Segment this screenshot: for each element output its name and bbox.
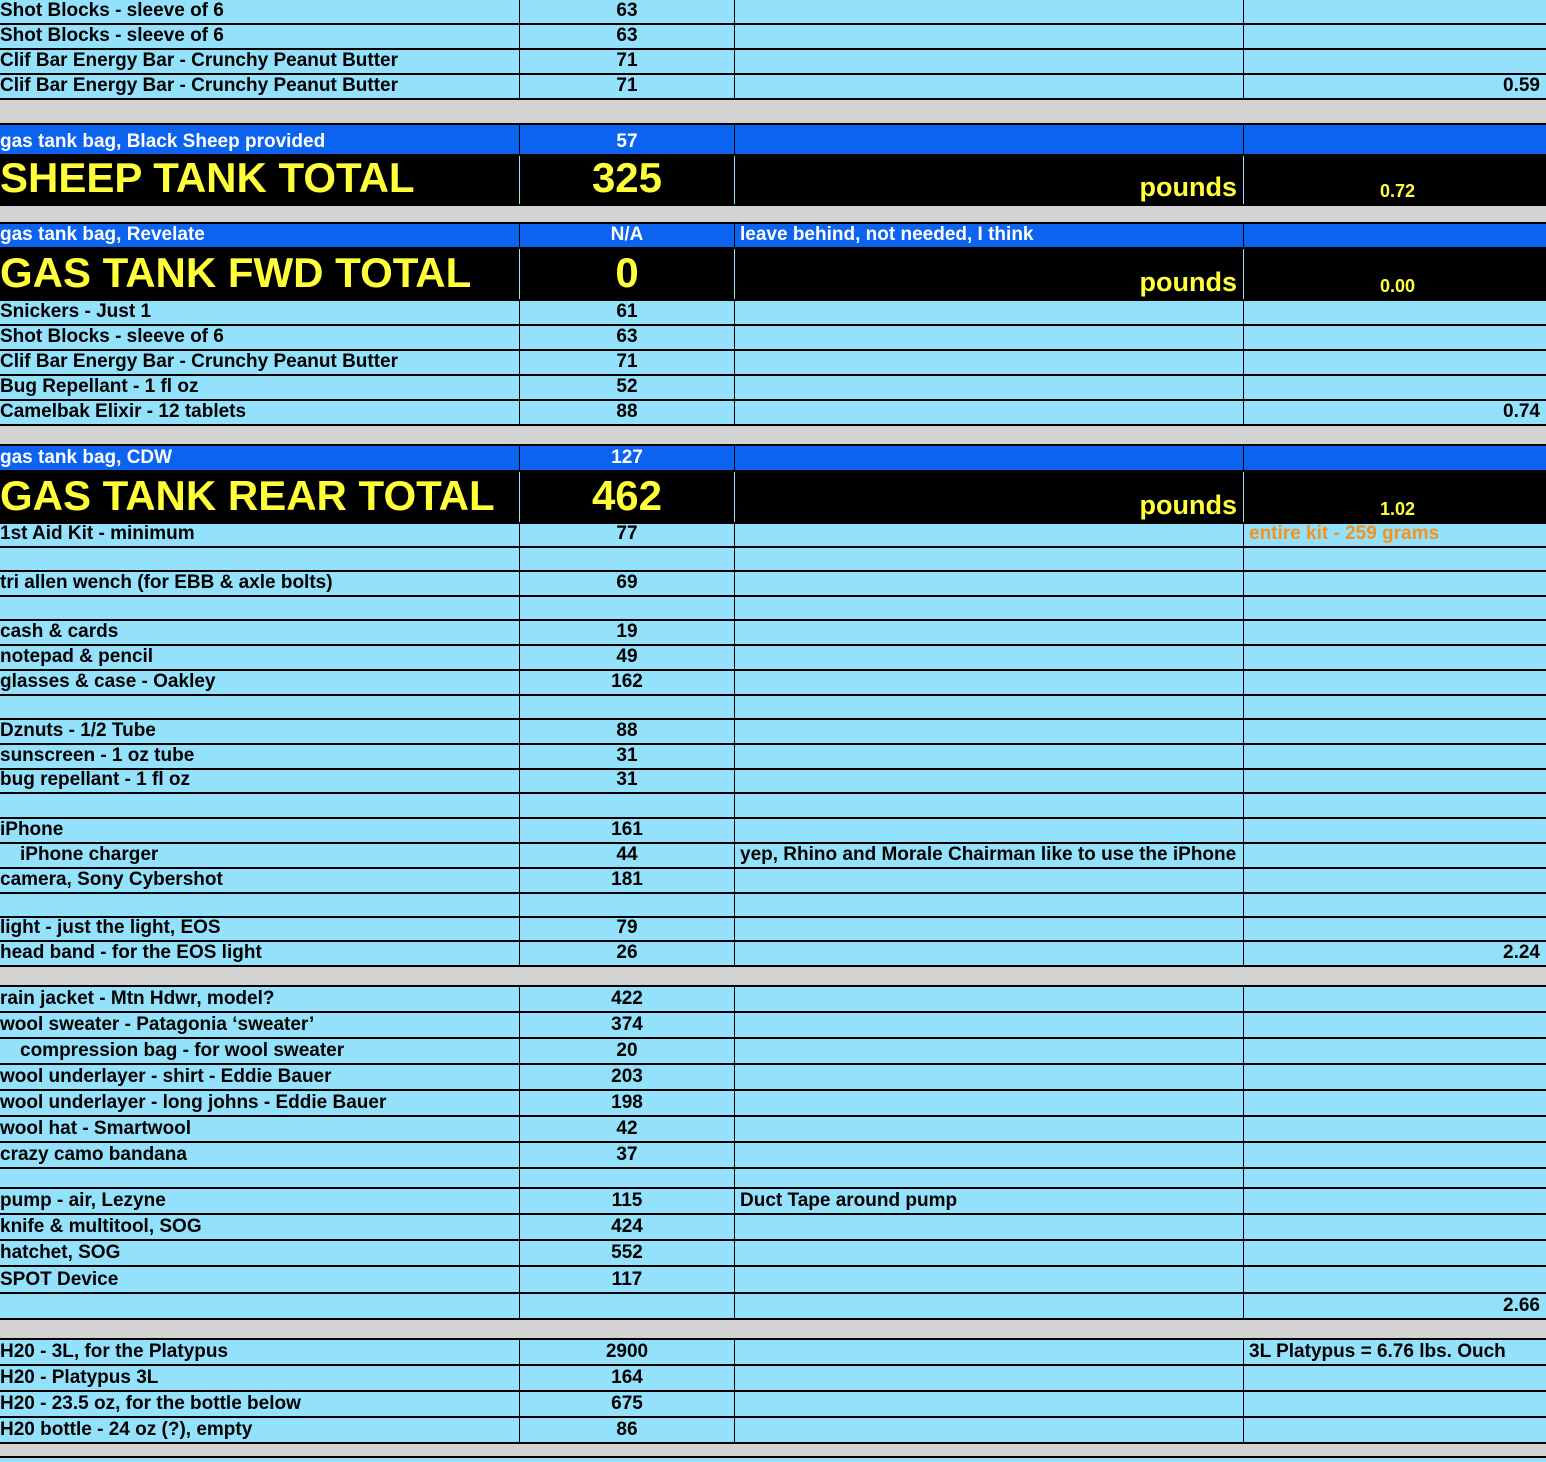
grams-cell[interactable]: 117 xyxy=(520,1267,735,1292)
item-name-cell[interactable]: notepad & pencil xyxy=(0,646,520,669)
weight-cell[interactable] xyxy=(1244,720,1546,743)
note-cell[interactable] xyxy=(735,1091,1244,1115)
item-name-cell[interactable]: gas tank bag, Revelate xyxy=(0,224,520,247)
weight-cell[interactable] xyxy=(1244,770,1546,792)
separator-row xyxy=(0,1444,1546,1458)
grams-cell[interactable]: 19 xyxy=(520,621,735,644)
weight-cell[interactable] xyxy=(1244,1117,1546,1141)
item-name-cell[interactable]: Dznuts - 1/2 Tube xyxy=(0,720,520,743)
item-name-cell[interactable]: Clif Bar Energy Bar - Crunchy Peanut Butter xyxy=(0,351,520,374)
grams-cell[interactable]: 31 xyxy=(520,770,735,792)
note-cell[interactable] xyxy=(735,75,1244,98)
item-name-cell[interactable]: Shot Blocks - sleeve of 6 xyxy=(0,326,520,349)
grams-cell[interactable] xyxy=(520,696,735,718)
item-name-cell[interactable]: Clif Bar Energy Bar - Crunchy Peanut Butter xyxy=(0,75,520,98)
note-cell[interactable] xyxy=(735,671,1244,694)
total-grams[interactable]: 325 xyxy=(520,156,735,204)
item-name-cell[interactable]: iPhone charger xyxy=(0,844,520,867)
grams-cell[interactable] xyxy=(520,894,735,916)
grams-cell[interactable]: 115 xyxy=(520,1189,735,1213)
table-row[interactable] xyxy=(0,572,1546,597)
note-cell[interactable]: Duct Tape around pump xyxy=(735,1189,1244,1213)
note-cell[interactable] xyxy=(735,987,1244,1011)
item-name-cell[interactable]: camera, Sony Cybershot xyxy=(0,869,520,892)
note-cell[interactable] xyxy=(735,376,1244,399)
separator-row xyxy=(0,100,1546,125)
weight-cell[interactable] xyxy=(1244,50,1546,73)
note-cell[interactable] xyxy=(735,720,1244,743)
item-name-cell[interactable]: pump - air, Lezyne xyxy=(0,1189,520,1213)
table-row[interactable] xyxy=(0,25,1546,50)
item-name-cell[interactable]: tri allen wench (for EBB & axle bolts) xyxy=(0,572,520,595)
weight-cell[interactable]: 2.24 xyxy=(1503,942,1540,963)
table-row[interactable] xyxy=(0,75,1546,100)
weight-cell[interactable] xyxy=(1244,25,1546,48)
grams-cell[interactable]: 61 xyxy=(520,301,735,324)
grams-cell[interactable] xyxy=(520,1294,735,1318)
grams-cell[interactable] xyxy=(520,548,735,570)
item-name-cell[interactable]: Bug Repellant - 1 fl oz xyxy=(0,376,520,399)
item-name-cell[interactable]: Shot Blocks - sleeve of 6 xyxy=(0,0,520,23)
table-row[interactable] xyxy=(0,326,1546,351)
item-name-cell[interactable]: gas tank bag, CDW xyxy=(0,446,520,470)
grams-cell[interactable]: 2900 xyxy=(520,1340,735,1364)
grams-cell[interactable]: 161 xyxy=(520,819,735,842)
note-cell[interactable] xyxy=(735,819,1244,842)
weight-cell[interactable] xyxy=(1244,301,1546,324)
grams-cell[interactable] xyxy=(520,1169,735,1187)
grams-cell[interactable]: 63 xyxy=(520,25,735,48)
grams-cell[interactable]: 181 xyxy=(520,869,735,892)
table-row[interactable] xyxy=(0,844,1546,869)
grams-cell[interactable]: 203 xyxy=(520,1065,735,1089)
table-row[interactable] xyxy=(0,671,1546,696)
note-cell[interactable] xyxy=(735,548,1244,570)
grams-cell[interactable]: 26 xyxy=(520,942,735,965)
note-cell[interactable] xyxy=(735,1340,1244,1364)
table-row[interactable] xyxy=(0,918,1546,942)
item-name-cell[interactable]: compression bag - for wool sweater xyxy=(0,1039,520,1063)
total-grams[interactable]: 0 xyxy=(520,249,735,299)
grams-cell[interactable]: 422 xyxy=(520,987,735,1011)
note-cell[interactable] xyxy=(735,1039,1244,1063)
weight-cell[interactable] xyxy=(1244,0,1546,23)
grams-cell[interactable]: 374 xyxy=(520,1013,735,1037)
weight-cell[interactable]: 2.66 xyxy=(1503,1295,1540,1316)
note-cell[interactable] xyxy=(735,621,1244,644)
note-cell[interactable] xyxy=(735,1366,1244,1390)
note-cell[interactable] xyxy=(735,326,1244,349)
item-name-cell[interactable]: rain jacket - Mtn Hdwr, model? xyxy=(0,987,520,1011)
note-cell[interactable] xyxy=(735,301,1244,324)
note-cell[interactable] xyxy=(735,1294,1244,1318)
grams-cell[interactable]: 49 xyxy=(520,646,735,669)
item-name-cell[interactable]: 1st Aid Kit - minimum xyxy=(0,524,520,546)
note-cell[interactable] xyxy=(735,696,1244,718)
note-cell[interactable] xyxy=(735,646,1244,669)
table-row[interactable] xyxy=(0,1418,1546,1444)
weight-cell[interactable] xyxy=(1244,1418,1546,1442)
grams-cell[interactable]: 198 xyxy=(520,1091,735,1115)
weight-cell[interactable] xyxy=(1244,351,1546,374)
item-name-cell[interactable] xyxy=(0,696,520,718)
grams-cell[interactable]: 88 xyxy=(520,401,735,424)
weight-cell[interactable] xyxy=(1244,224,1546,247)
weight-cell[interactable] xyxy=(1244,1366,1546,1390)
bag-header-row[interactable] xyxy=(0,125,1546,156)
weight-cell[interactable] xyxy=(1244,745,1546,768)
table-row[interactable] xyxy=(0,548,1546,572)
table-row[interactable] xyxy=(0,1366,1546,1392)
table-row[interactable] xyxy=(0,301,1546,326)
table-row[interactable] xyxy=(0,401,1546,426)
table-row[interactable] xyxy=(0,1241,1546,1267)
grams-cell[interactable]: 52 xyxy=(520,376,735,399)
item-name-cell[interactable]: glasses & case - Oakley xyxy=(0,671,520,694)
grams-cell[interactable]: 63 xyxy=(520,0,735,23)
table-row[interactable] xyxy=(0,524,1546,548)
grams-cell[interactable]: 77 xyxy=(520,524,735,546)
note-cell[interactable] xyxy=(735,1169,1244,1187)
table-row[interactable] xyxy=(0,696,1546,720)
note-cell[interactable] xyxy=(735,1418,1244,1442)
weight-cell[interactable] xyxy=(1244,1189,1546,1213)
table-row[interactable] xyxy=(0,942,1546,967)
note-cell[interactable] xyxy=(735,597,1244,619)
note-cell[interactable] xyxy=(735,1117,1244,1141)
grams-cell[interactable]: 69 xyxy=(520,572,735,595)
table-row[interactable] xyxy=(0,720,1546,745)
item-name-cell[interactable]: wool underlayer - long johns - Eddie Bauer xyxy=(0,1091,520,1115)
grams-cell[interactable]: 71 xyxy=(520,351,735,374)
table-row[interactable] xyxy=(0,819,1546,844)
item-name-cell[interactable]: wool underlayer - shirt - Eddie Bauer xyxy=(0,1065,520,1089)
total-row[interactable] xyxy=(0,472,1546,524)
item-name-cell[interactable]: light - just the light, EOS xyxy=(0,918,520,940)
grams-cell[interactable]: 424 xyxy=(520,1215,735,1239)
item-name-cell[interactable]: Shot Blocks - sleeve of 6 xyxy=(0,25,520,48)
total-pounds[interactable]: 0.00 xyxy=(1379,276,1416,296)
item-name-cell[interactable]: H20 bottle - 24 oz (?), empty xyxy=(0,1418,520,1442)
table-row[interactable] xyxy=(0,0,1546,25)
table-row[interactable] xyxy=(0,1189,1546,1215)
item-name-cell[interactable]: cash & cards xyxy=(0,621,520,644)
item-name-cell[interactable]: Clif Bar Energy Bar - Crunchy Peanut Butter xyxy=(0,50,520,73)
item-name-cell[interactable]: iPhone xyxy=(0,819,520,842)
separator-row xyxy=(0,1320,1546,1340)
weight-cell[interactable]: entire kit - 259 grams xyxy=(1249,524,1440,544)
grams-cell[interactable]: 20 xyxy=(520,1039,735,1063)
weight-cell[interactable] xyxy=(1244,869,1546,892)
weight-cell[interactable] xyxy=(1244,125,1546,154)
table-row[interactable] xyxy=(0,794,1546,819)
item-name-cell[interactable]: Snickers - Just 1 xyxy=(0,301,520,324)
weight-cell[interactable] xyxy=(1244,1392,1546,1416)
note-cell[interactable] xyxy=(735,25,1244,48)
note-cell[interactable] xyxy=(735,1143,1244,1167)
weight-cell[interactable] xyxy=(1244,1143,1546,1167)
grams-cell[interactable]: 42 xyxy=(520,1117,735,1141)
note-cell[interactable] xyxy=(735,524,1244,546)
note-cell[interactable] xyxy=(735,125,1244,154)
weight-cell[interactable] xyxy=(1244,894,1546,916)
table-row[interactable] xyxy=(0,376,1546,401)
pounds-label[interactable]: pounds xyxy=(735,249,1244,299)
separator-row xyxy=(0,967,1546,987)
note-cell[interactable] xyxy=(735,1267,1244,1292)
item-name-cell[interactable]: SPOT Device xyxy=(0,1267,520,1292)
total-label[interactable]: SHEEP TANK TOTAL xyxy=(0,156,520,204)
table-row[interactable] xyxy=(0,1294,1546,1320)
grams-cell[interactable]: 162 xyxy=(520,671,735,694)
weight-cell[interactable] xyxy=(1244,621,1546,644)
weight-cell[interactable] xyxy=(1244,572,1546,595)
table-row[interactable] xyxy=(0,1215,1546,1241)
table-row[interactable] xyxy=(0,1117,1546,1143)
weight-cell[interactable] xyxy=(1244,1039,1546,1063)
table-row[interactable] xyxy=(0,987,1546,1013)
weight-cell[interactable] xyxy=(1244,794,1546,817)
item-name-cell[interactable]: Camelbak Elixir - 12 tablets xyxy=(0,401,520,424)
item-name-cell[interactable] xyxy=(0,894,520,916)
weight-cell[interactable] xyxy=(1244,819,1546,842)
item-name-cell[interactable]: H20 - 23.5 oz, for the bottle below xyxy=(0,1392,520,1416)
weight-cell[interactable] xyxy=(1244,646,1546,669)
note-cell[interactable] xyxy=(735,770,1244,792)
pounds-label[interactable]: pounds xyxy=(735,156,1244,204)
table-row[interactable] xyxy=(0,1091,1546,1117)
note-cell[interactable]: leave behind, not needed, I think xyxy=(735,224,1244,247)
item-name-cell[interactable] xyxy=(0,1169,520,1187)
item-name-cell[interactable]: sunscreen - 1 oz tube xyxy=(0,745,520,768)
table-row[interactable] xyxy=(0,1169,1546,1189)
weight-cell[interactable] xyxy=(1244,326,1546,349)
note-cell[interactable] xyxy=(735,1013,1244,1037)
weight-cell[interactable] xyxy=(1244,597,1546,619)
weight-cell[interactable] xyxy=(1244,1215,1546,1239)
grams-cell[interactable]: N/A xyxy=(520,224,735,247)
item-name-cell[interactable]: knife & multitool, SOG xyxy=(0,1215,520,1239)
table-row[interactable] xyxy=(0,646,1546,671)
weight-cell[interactable] xyxy=(1244,671,1546,694)
note-cell[interactable] xyxy=(735,894,1244,916)
grams-cell[interactable]: 71 xyxy=(520,75,735,98)
item-name-cell[interactable]: wool sweater - Patagonia ‘sweater’ xyxy=(0,1013,520,1037)
weight-cell[interactable]: 3L Platypus = 6.76 lbs. Ouch xyxy=(1249,1341,1506,1362)
weight-cell[interactable] xyxy=(1244,1267,1546,1292)
note-cell[interactable] xyxy=(735,1065,1244,1089)
weight-cell[interactable] xyxy=(1244,918,1546,940)
grams-cell[interactable]: 552 xyxy=(520,1241,735,1265)
table-row[interactable] xyxy=(0,1340,1546,1366)
weight-cell[interactable] xyxy=(1244,844,1546,867)
note-cell[interactable] xyxy=(735,50,1244,73)
grams-cell[interactable]: 71 xyxy=(520,50,735,73)
weight-cell[interactable]: 0.59 xyxy=(1503,75,1540,96)
separator-row xyxy=(0,426,1546,446)
table-row[interactable] xyxy=(0,1143,1546,1169)
note-cell[interactable] xyxy=(735,0,1244,23)
weight-cell[interactable] xyxy=(1244,1241,1546,1265)
item-name-cell[interactable]: head band - for the EOS light xyxy=(0,942,520,965)
pounds-label[interactable]: pounds xyxy=(735,472,1244,522)
weight-cell[interactable] xyxy=(1244,376,1546,399)
table-row[interactable] xyxy=(0,894,1546,918)
grams-cell[interactable] xyxy=(520,794,735,817)
weight-cell[interactable] xyxy=(1244,696,1546,718)
item-name-cell[interactable] xyxy=(0,597,520,619)
bag-header-row[interactable] xyxy=(0,446,1546,472)
grams-cell[interactable]: 44 xyxy=(520,844,735,867)
grams-cell[interactable]: 88 xyxy=(520,720,735,743)
note-cell[interactable]: yep, Rhino and Morale Chairman like to use the iPhone xyxy=(735,844,1244,867)
table-row[interactable] xyxy=(0,745,1546,770)
grams-cell[interactable]: 31 xyxy=(520,745,735,768)
note-cell[interactable] xyxy=(735,572,1244,595)
item-name-cell[interactable]: bug repellant - 1 fl oz xyxy=(0,770,520,792)
note-cell[interactable] xyxy=(735,446,1244,470)
table-row[interactable] xyxy=(0,770,1546,794)
note-cell[interactable] xyxy=(735,794,1244,817)
table-row[interactable] xyxy=(0,1267,1546,1294)
weight-cell[interactable] xyxy=(1244,987,1546,1011)
grams-cell[interactable]: 63 xyxy=(520,326,735,349)
weight-cell[interactable] xyxy=(1244,446,1546,470)
total-row[interactable] xyxy=(0,156,1546,206)
weight-cell[interactable] xyxy=(1244,1169,1546,1187)
item-name-cell[interactable]: hatchet, SOG xyxy=(0,1241,520,1265)
grams-cell[interactable]: 86 xyxy=(520,1418,735,1442)
weight-cell[interactable] xyxy=(1244,1091,1546,1115)
total-pounds[interactable]: 0.72 xyxy=(1379,181,1416,201)
grams-cell[interactable]: 57 xyxy=(520,125,735,154)
note-cell[interactable] xyxy=(735,1215,1244,1239)
table-row[interactable] xyxy=(0,621,1546,646)
weight-cell[interactable] xyxy=(1244,1013,1546,1037)
note-cell[interactable] xyxy=(735,351,1244,374)
item-name-cell[interactable] xyxy=(0,794,520,817)
total-grams[interactable]: 462 xyxy=(520,472,735,522)
separator-row xyxy=(0,206,1546,224)
table-row[interactable] xyxy=(0,50,1546,75)
grams-cell[interactable]: 79 xyxy=(520,918,735,940)
note-cell[interactable] xyxy=(735,942,1244,965)
weight-cell[interactable] xyxy=(1244,1065,1546,1089)
total-label[interactable]: GAS TANK REAR TOTAL xyxy=(0,472,520,522)
item-name-cell[interactable]: H20 - 3L, for the Platypus xyxy=(0,1340,520,1364)
grams-cell[interactable] xyxy=(520,597,735,619)
grams-cell[interactable]: 127 xyxy=(520,446,735,470)
note-cell[interactable] xyxy=(735,918,1244,940)
item-name-cell[interactable] xyxy=(0,548,520,570)
note-cell[interactable] xyxy=(735,1241,1244,1265)
weight-cell[interactable] xyxy=(1244,548,1546,570)
table-row[interactable] xyxy=(0,1013,1546,1039)
note-cell[interactable] xyxy=(735,1392,1244,1416)
item-name-cell[interactable]: wool hat - Smartwool xyxy=(0,1117,520,1141)
table-row[interactable] xyxy=(0,1065,1546,1091)
table-row[interactable] xyxy=(0,351,1546,376)
table-row[interactable] xyxy=(0,869,1546,894)
item-name-cell[interactable]: crazy camo bandana xyxy=(0,1143,520,1167)
total-pounds[interactable]: 1.02 xyxy=(1379,499,1416,519)
note-cell[interactable] xyxy=(735,869,1244,892)
grams-cell[interactable]: 37 xyxy=(520,1143,735,1167)
bag-header-row[interactable] xyxy=(0,224,1546,249)
item-name-cell[interactable]: H20 - Platypus 3L xyxy=(0,1366,520,1390)
note-cell[interactable] xyxy=(735,745,1244,768)
total-label[interactable]: GAS TANK FWD TOTAL xyxy=(0,249,520,299)
weight-cell[interactable]: 0.74 xyxy=(1503,401,1540,422)
grams-cell[interactable]: 164 xyxy=(520,1366,735,1390)
total-row[interactable] xyxy=(0,249,1546,301)
grams-cell[interactable]: 675 xyxy=(520,1392,735,1416)
table-row[interactable] xyxy=(0,1392,1546,1418)
item-name-cell[interactable]: gas tank bag, Black Sheep provided xyxy=(0,125,520,154)
item-name-cell[interactable] xyxy=(0,1294,520,1318)
table-row[interactable] xyxy=(0,1039,1546,1065)
note-cell[interactable] xyxy=(735,401,1244,424)
table-row[interactable] xyxy=(0,597,1546,621)
